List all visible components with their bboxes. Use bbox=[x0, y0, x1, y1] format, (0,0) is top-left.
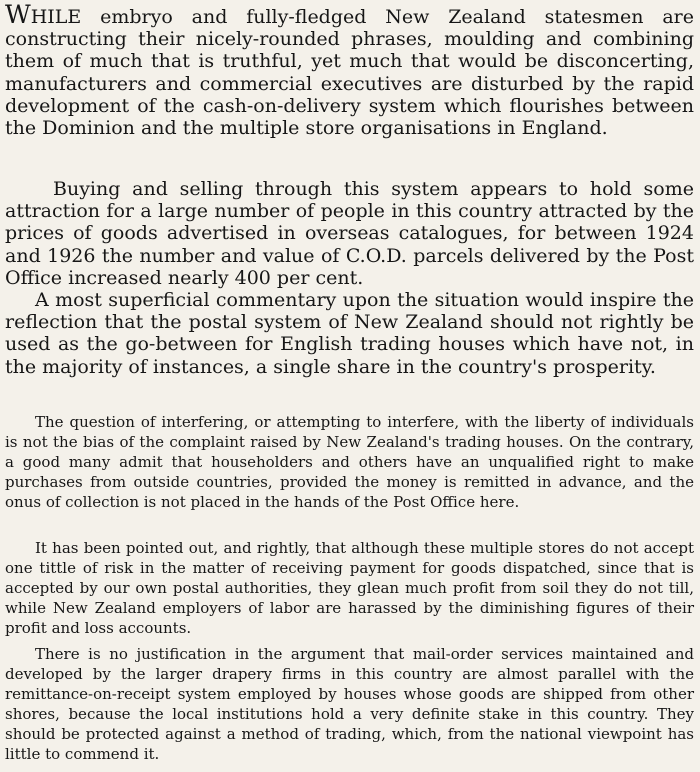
paragraph-4 bbox=[5, 413, 694, 513]
paragraph-2 bbox=[5, 178, 694, 289]
paragraph-1-text: HILE embryo and fully-fledged New Zealand statesmen are constructing their nicely-rounded phrases, moulding and combining them of much that is truthful, yet much that would be disconcerting, manufacturers and commercial executives are disturbed by the rapid development of the cash-on-delivery system which flourishes between the Dominion and the multiple store organisations in England. bbox=[5, 6, 694, 140]
paragraph-5-text: It has been pointed out, and rightly, that although these multiple stores do not accept one tittle of risk in the matter of receiving payment for goods dispatched, since that is accepted by our own postal authorities, they glean much profit from soil they do not till, while New Zealand employers of labor are harassed by the diminishing figures of their profit and loss accounts. bbox=[5, 539, 694, 637]
paragraph-6-text: There is no justification in the argument that mail-order services maintained and developed by the larger drapery firms in this country are almost parallel with the remittance-on-receipt system employed by houses whose goods are shipped from other shores, because the local institutions hold a very definite stake in this country. They should be protected against a method of trading, which, from the national viewpoint has little to commend it. bbox=[5, 645, 694, 763]
paragraph-4-text: The question of interfering, or attempting to interfere, with the liberty of individuals is not the bias of the complaint raised by New Zealand's trading houses. On the contrary, a good many admit that householders and others have an unqualified right to make purchases from outside countries, provided the money is remitted in advance, and the onus of collection is not placed in the hands of the Post Office here. bbox=[5, 413, 694, 511]
paragraph-5 bbox=[5, 539, 694, 639]
paragraph-1 bbox=[5, 2, 694, 139]
paragraph-3-text: A most superficial commentary upon the situation would inspire the reflection that the postal system of New Zealand should not rightly be used as the go-between for English trading houses which have not, in the majority of instances, a single share in the country's prosperity. bbox=[5, 289, 694, 378]
paragraph-3 bbox=[5, 289, 694, 378]
drop-cap: W bbox=[5, 0, 31, 29]
paragraph-6 bbox=[5, 645, 694, 764]
paragraph-2-text: Buying and selling through this system appears to hold some attraction for a large number of people in this country attracted by the prices of goods advertised in overseas catalogues, for between 1924 and 1926 the number and value of C.O.D. parcels delivered by the Post Office increased nearly 400 per cent. bbox=[5, 178, 694, 289]
